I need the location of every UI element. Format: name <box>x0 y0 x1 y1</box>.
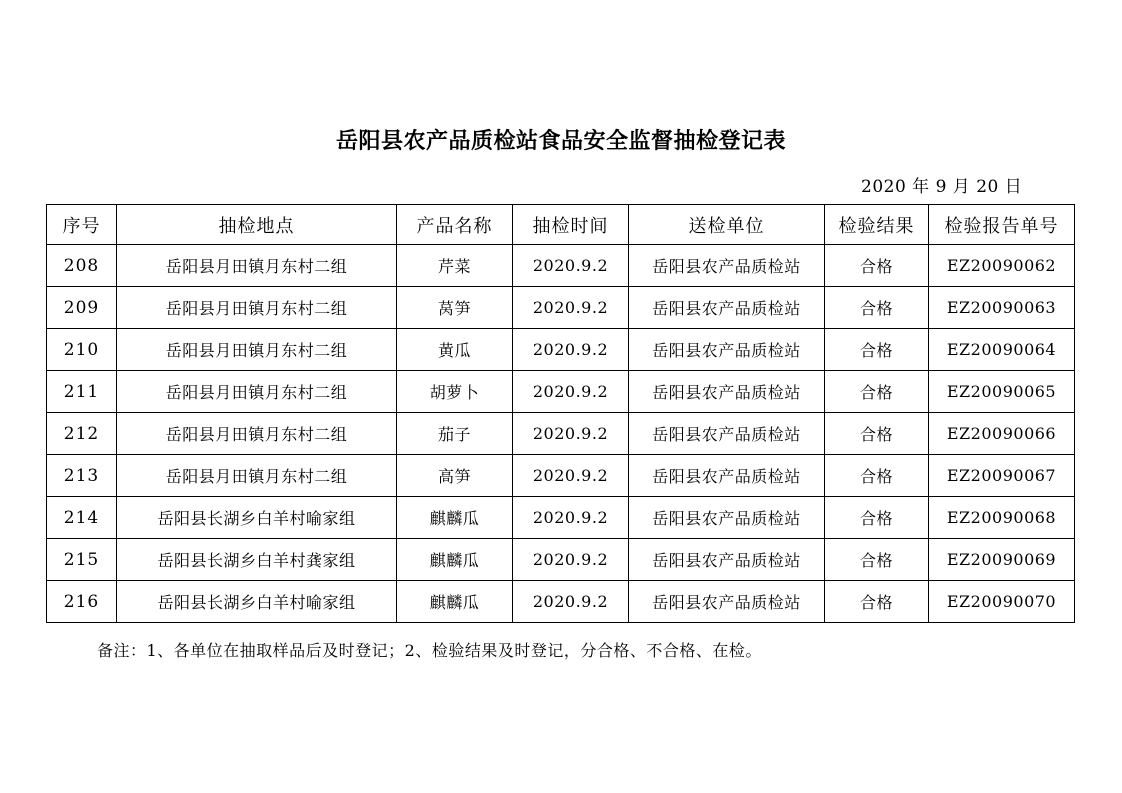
table-row <box>47 455 1075 497</box>
cell-date: 2020.9.2 <box>513 455 629 497</box>
cell-date: 2020.9.2 <box>513 287 629 329</box>
header-location: 抽检地点 <box>117 205 397 245</box>
cell-product: 麒麟瓜 <box>397 581 513 623</box>
inspection-register-table <box>46 204 1075 623</box>
cell-report-no: EZ20090066 <box>929 413 1075 455</box>
cell-unit: 岳阳县农产品质检站 <box>629 413 825 455</box>
cell-result: 合格 <box>825 413 929 455</box>
header-seq: 序号 <box>47 205 117 245</box>
cell-report-no: EZ20090064 <box>929 329 1075 371</box>
cell-report-no: EZ20090067 <box>929 455 1075 497</box>
cell-unit: 岳阳县农产品质检站 <box>629 455 825 497</box>
table-row <box>47 371 1075 413</box>
cell-date: 2020.9.2 <box>513 497 629 539</box>
cell-unit: 岳阳县农产品质检站 <box>629 539 825 581</box>
cell-product: 高笋 <box>397 455 513 497</box>
cell-product: 麒麟瓜 <box>397 497 513 539</box>
cell-date: 2020.9.2 <box>513 245 629 287</box>
cell-seq: 215 <box>47 539 117 581</box>
cell-report-no: EZ20090062 <box>929 245 1075 287</box>
table-row <box>47 245 1075 287</box>
table-row <box>47 581 1075 623</box>
cell-product: 芹菜 <box>397 245 513 287</box>
cell-unit: 岳阳县农产品质检站 <box>629 287 825 329</box>
cell-date: 2020.9.2 <box>513 581 629 623</box>
header-result: 检验结果 <box>825 205 929 245</box>
document-note: 备注：1、各单位在抽取样品后及时登记；2、检验结果及时登记，分合格、不合格、在检。 <box>97 641 762 660</box>
cell-report-no: EZ20090070 <box>929 581 1075 623</box>
table-header-row <box>47 205 1075 245</box>
cell-seq: 208 <box>47 245 117 287</box>
cell-product: 麒麟瓜 <box>397 539 513 581</box>
cell-report-no: EZ20090069 <box>929 539 1075 581</box>
cell-location: 岳阳县月田镇月东村二组 <box>117 245 397 287</box>
cell-seq: 209 <box>47 287 117 329</box>
cell-result: 合格 <box>825 287 929 329</box>
header-date: 抽检时间 <box>513 205 629 245</box>
cell-seq: 213 <box>47 455 117 497</box>
cell-unit: 岳阳县农产品质检站 <box>629 497 825 539</box>
cell-date: 2020.9.2 <box>513 371 629 413</box>
cell-result: 合格 <box>825 497 929 539</box>
cell-location: 岳阳县月田镇月东村二组 <box>117 371 397 413</box>
cell-location: 岳阳县月田镇月东村二组 <box>117 455 397 497</box>
table-row <box>47 497 1075 539</box>
cell-result: 合格 <box>825 245 929 287</box>
cell-unit: 岳阳县农产品质检站 <box>629 329 825 371</box>
cell-location: 岳阳县月田镇月东村二组 <box>117 329 397 371</box>
cell-unit: 岳阳县农产品质检站 <box>629 581 825 623</box>
document-date: 2020 年 9 月 20 日 <box>861 177 1023 197</box>
cell-seq: 214 <box>47 497 117 539</box>
cell-date: 2020.9.2 <box>513 539 629 581</box>
cell-seq: 212 <box>47 413 117 455</box>
cell-location: 岳阳县长湖乡白羊村龚家组 <box>117 539 397 581</box>
table-row <box>47 539 1075 581</box>
cell-report-no: EZ20090063 <box>929 287 1075 329</box>
cell-seq: 211 <box>47 371 117 413</box>
document-title: 岳阳县农产品质检站食品安全监督抽检登记表 <box>335 128 786 154</box>
cell-product: 茄子 <box>397 413 513 455</box>
cell-unit: 岳阳县农产品质检站 <box>629 245 825 287</box>
cell-seq: 210 <box>47 329 117 371</box>
header-report-no: 检验报告单号 <box>929 205 1075 245</box>
cell-product: 胡萝卜 <box>397 371 513 413</box>
header-unit: 送检单位 <box>629 205 825 245</box>
table-row <box>47 329 1075 371</box>
table-row <box>47 287 1075 329</box>
cell-location: 岳阳县月田镇月东村二组 <box>117 413 397 455</box>
cell-result: 合格 <box>825 539 929 581</box>
cell-seq: 216 <box>47 581 117 623</box>
cell-result: 合格 <box>825 329 929 371</box>
cell-date: 2020.9.2 <box>513 329 629 371</box>
cell-product: 莴笋 <box>397 287 513 329</box>
cell-result: 合格 <box>825 371 929 413</box>
cell-report-no: EZ20090068 <box>929 497 1075 539</box>
cell-unit: 岳阳县农产品质检站 <box>629 371 825 413</box>
cell-location: 岳阳县长湖乡白羊村喻家组 <box>117 581 397 623</box>
cell-report-no: EZ20090065 <box>929 371 1075 413</box>
header-product: 产品名称 <box>397 205 513 245</box>
cell-product: 黄瓜 <box>397 329 513 371</box>
cell-location: 岳阳县长湖乡白羊村喻家组 <box>117 497 397 539</box>
cell-date: 2020.9.2 <box>513 413 629 455</box>
cell-location: 岳阳县月田镇月东村二组 <box>117 287 397 329</box>
table-row <box>47 413 1075 455</box>
cell-result: 合格 <box>825 455 929 497</box>
cell-result: 合格 <box>825 581 929 623</box>
